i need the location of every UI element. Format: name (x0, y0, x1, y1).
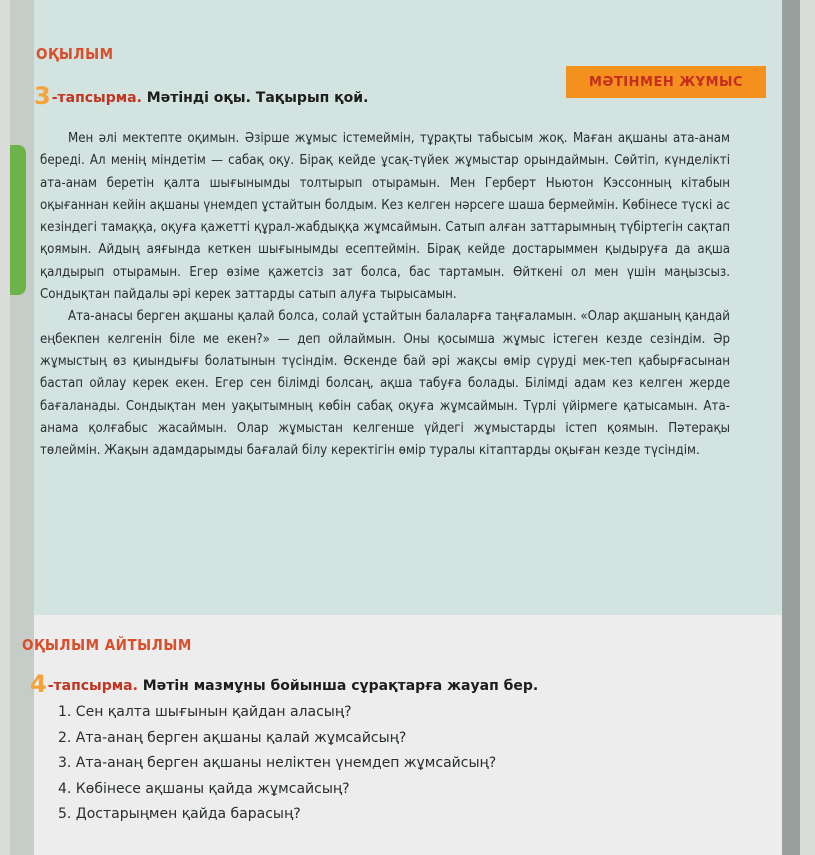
page-binding-strip (10, 0, 34, 855)
task-label: -тапсырма. (47, 678, 138, 694)
task-number: 4 (30, 670, 47, 698)
textbook-page (10, 0, 800, 855)
question-item: 1. Сен қалта шығынын қайдан аласың? (58, 704, 352, 720)
page-edge-shadow (782, 0, 800, 855)
section-title-reading: ОҚЫЛЫМ (36, 45, 114, 63)
task-instruction: Мәтінді оқы. Тақырып қой. (141, 90, 369, 106)
task-4-heading (30, 670, 538, 698)
question-list (58, 700, 496, 828)
paragraph-1: Мен әлі мектепте оқимын. Әзірше жұмыс істемеймін, тұрақты табысым жоқ. Маған ақшаны ата-анам береді. Ал менің міндетім — сабақ оқу. Бірақ кейде ұсақ-түйек жұмыстар орындаймын. Сөйтіп, күнделікті ата-анам беретін қалта шығынымды толтырып отырамын. Мен Герберт Ньютон Кэссонның кітабын оқығаннан кейін ақшаны үнемдеп ұстайтын болдым. Кез келген нәрсеге шаша бермеймін. Көбінесе түскі ас кезіндегі тамаққа, оқуға қажетті құрал-жабдыққа жұмсаймын. Сатып алған заттарымның түбіртегін сақтап қоямын. Айдың аяғында кеткен шығынымды есептеймін. Бірақ кейде достарыммен қыдыруға да ақша қалдырып отырамын. Егер өзіме қажетсіз зат болса, бас тартамын. Өйткені ол мен үшін маңызсыз. Сондықтан пайдалы әрі керек заттарды сатып алуға тырысамын. (40, 131, 730, 303)
question-item: 2. Ата-анаң берген ақшаны қалай жұмсайсың? (58, 729, 407, 746)
task-3-heading (34, 82, 368, 110)
paragraph-2: Ата-анасы берген ақшаны қалай болса, солай ұстайтын балаларға таңғаламын. «Олар ақшаның қандай еңбекпен келгенін біле ме екен?» — деп ойлаймын. Оны қосымша жұмыс істеген кезде сезіндім. Әр жұмыстың өз қиындығы болатынын түсіндім. Өскенде бай әрі жақсы өмір сүруді мек-теп қабырғасынан бастап ойлау керек екен. Егер сен білімді болсаң, ақша табуға болады. Білімді адам кез келген жерде бағаланады. Сондықтан мен уақытымның көбін сабақ оқуға жұмсаймын. Түрлі үйірмеге қатысамын. Ата-анама қолғабыс жасаймын. Олар жұмыстан келгенше үйдегі жұмыстарды істеп қоямын. Пәтерақы төлеймін. Жақын адамдарымды бағалай білу керектігін өмір туралы кітаптарды оқыған кезде түсіндім. (40, 309, 730, 459)
question-item: 3. Ата-анаң берген ақшаны неліктен үнемдеп жұмсайсың? (58, 755, 497, 771)
margin-green-tab (10, 145, 26, 295)
question-item: 5. Достарыңмен қайда барасың? (58, 806, 301, 822)
task-instruction: Мәтін мазмұны бойынша сұрақтарға жауап бер. (137, 678, 539, 694)
text-work-badge: МӘТІНМЕН ЖҰМЫС (566, 66, 766, 98)
section-title-speaking: ОҚЫЛЫМ АЙТЫЛЫМ (22, 636, 192, 654)
task-number: 3 (34, 82, 51, 110)
reading-text (40, 128, 730, 462)
question-item: 4. Көбінесе ақшаны қайда жұмсайсың? (58, 780, 350, 797)
task-label: -тапсырма. (51, 90, 142, 106)
